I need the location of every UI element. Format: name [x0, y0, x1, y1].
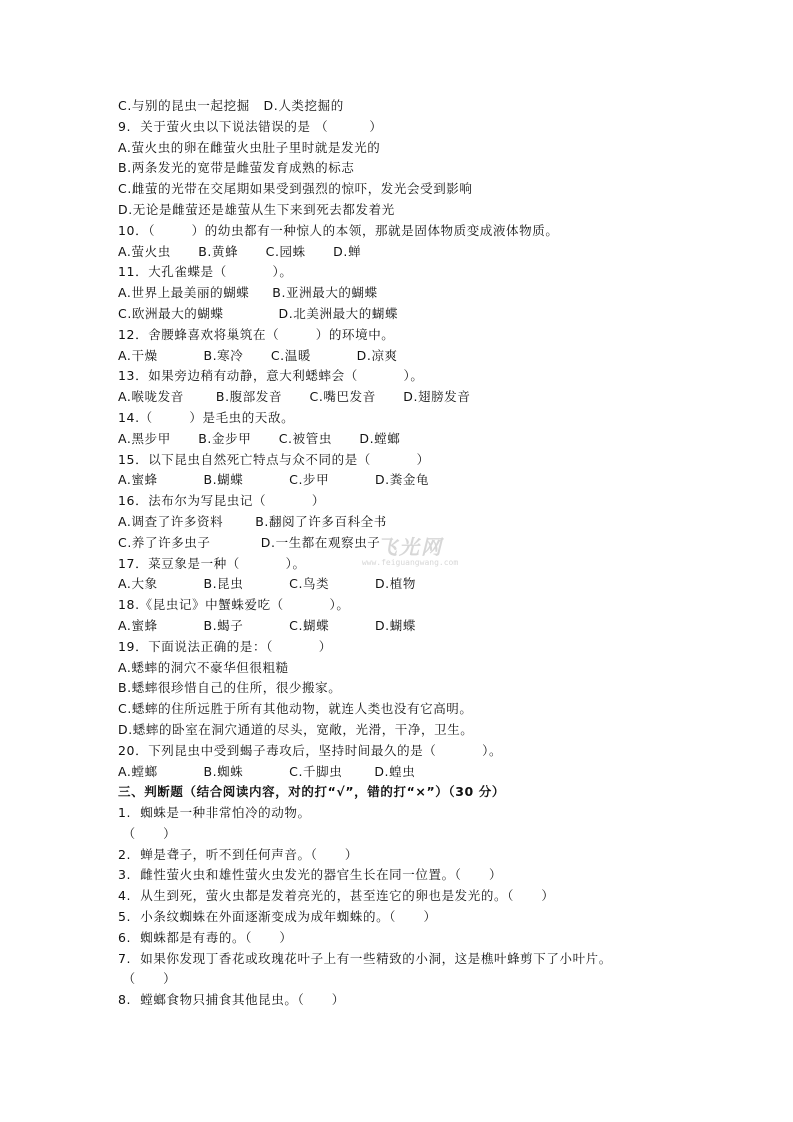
judgement-5: 5. 小条纹蜘蛛在外面逐渐变成为成年蜘蛛的。（ ） [118, 909, 437, 925]
judgement-1: 1. 蜘蛛是一种非常怕冷的动物。 [118, 805, 311, 821]
option-line: A.喉咙发音 B.腹部发音 C.嘴巴发音 D.翅膀发音 [118, 389, 471, 405]
question-16: 16．法布尔为写昆虫记（ ） [118, 493, 325, 509]
option-line: B.两条发光的宽带是雌萤发育成熟的标志 [118, 160, 355, 176]
question-14: 14.（ ）是毛虫的天敌。 [118, 409, 295, 425]
option-line: A.大象 B.昆虫 C.鸟类 D.植物 [118, 576, 416, 592]
question-15: 15．以下昆虫自然死亡特点与众不同的是（ ） [118, 451, 430, 467]
question-19: 19．下面说法正确的是：（ ） [118, 638, 332, 654]
option-line: A.世界上最美丽的蝴蝶 B.亚洲最大的蝴蝶 [118, 285, 378, 301]
answer-bracket: （ ） [118, 971, 177, 987]
option-line: C.欧洲最大的蝴蝶 D.北美洲最大的蝴蝶 [118, 305, 399, 321]
option-line-q8: C.与别的昆虫一起挖掘 D.人类挖掘的 [118, 98, 344, 113]
option-line: D.无论是雌萤还是雄萤从生下来到死去都发着光 [118, 201, 395, 217]
watermark-logo: 飞光网 [377, 535, 443, 559]
judgement-3: 3. 雌性萤火虫和雄性萤火虫发光的器官生长在同一位置。（ ） [118, 867, 503, 883]
option-line: A.蟋蟀的洞穴不豪华但很粗糙 [118, 659, 289, 675]
option-line: D.蟋蟀的卧室在洞穴通道的尽头，宽敞，光滑，干净，卫生。 [118, 721, 474, 737]
option-line: A.螳螂 B.蜘蛛 C.千脚虫 D.蝗虫 [118, 763, 416, 779]
judgement-6: 6. 蜘蛛都是有毒的。（ ） [118, 929, 293, 945]
question-11: 11．大孔雀蝶是（ ）。 [118, 264, 293, 280]
answer-bracket: （ ） [118, 825, 177, 841]
option-line: C.雌萤的光带在交尾期如果受到强烈的惊吓，发光会受到影响 [118, 181, 473, 197]
question-18: 18.《昆虫记》中蟹蛛爱吃（ ）。 [118, 597, 350, 613]
watermark [360, 536, 460, 568]
question-10: 10．（ ）的幼虫都有一种惊人的本领，那就是固体物质变成液体物质。 [118, 222, 559, 238]
question-12: 12．舍腰蜂喜欢将巢筑在（ ）的环境中。 [118, 326, 395, 342]
judgement-4: 4. 从生到死，萤火虫都是发着亮光的，甚至连它的卵也是发光的。（ ） [118, 888, 555, 904]
question-17: 17．菜豆象是一种（ ）。 [118, 555, 306, 571]
option-line: A.萤火虫 B.黄蜂 C.园蛛 D.蝉 [118, 243, 362, 259]
judgement-2: 2. 蝉是聋子，听不到任何声音。（ ） [118, 846, 358, 862]
watermark-url: www.feiguangwang.com [361, 558, 459, 567]
option-line: A.干燥 B.寒冷 C.温暖 D.凉爽 [118, 347, 398, 363]
option-line: A.黑步甲 B.金步甲 C.被管虫 D.螳螂 [118, 430, 401, 446]
option-line: A.蜜蜂 B.蝎子 C.蝴蝶 D.蝴蝶 [118, 617, 416, 633]
option-line: C.养了许多虫子 D.一生都在观察虫子 [118, 534, 381, 550]
question-13: 13．如果旁边稍有动静，意大利蟋蟀会（ ）。 [118, 368, 424, 384]
option-line: C.蟋蟀的住所远胜于所有其他动物，就连人类也没有它高明。 [118, 701, 473, 717]
section-heading-true-false: 三、判断题（结合阅读内容，对的打“√”，错的打“×”）（30 分） [118, 784, 505, 800]
question-9: 9. 关于萤火虫以下说法错误的是 （ ） [118, 118, 383, 134]
judgement-8: 8. 螳螂食物只捕食其他昆虫。（ ） [118, 992, 345, 1008]
option-line: A.萤火虫的卵在雌萤火虫肚子里时就是发光的 [118, 139, 381, 155]
option-line: A.调查了许多资料 B.翻阅了许多百科全书 [118, 513, 387, 529]
judgement-7: 7. 如果你发现丁香花或玫瑰花叶子上有一些精致的小洞，这是樵叶蜂剪下了小叶片。 [118, 950, 612, 966]
option-line: B.蟋蟀很珍惜自己的住所，很少搬家。 [118, 680, 342, 696]
question-20: 20．下列昆虫中受到蝎子毒攻后，坚持时间最久的是（ ）。 [118, 742, 503, 758]
option-line: A.蜜蜂 B.蝴蝶 C.步甲 D.粪金龟 [118, 472, 430, 488]
